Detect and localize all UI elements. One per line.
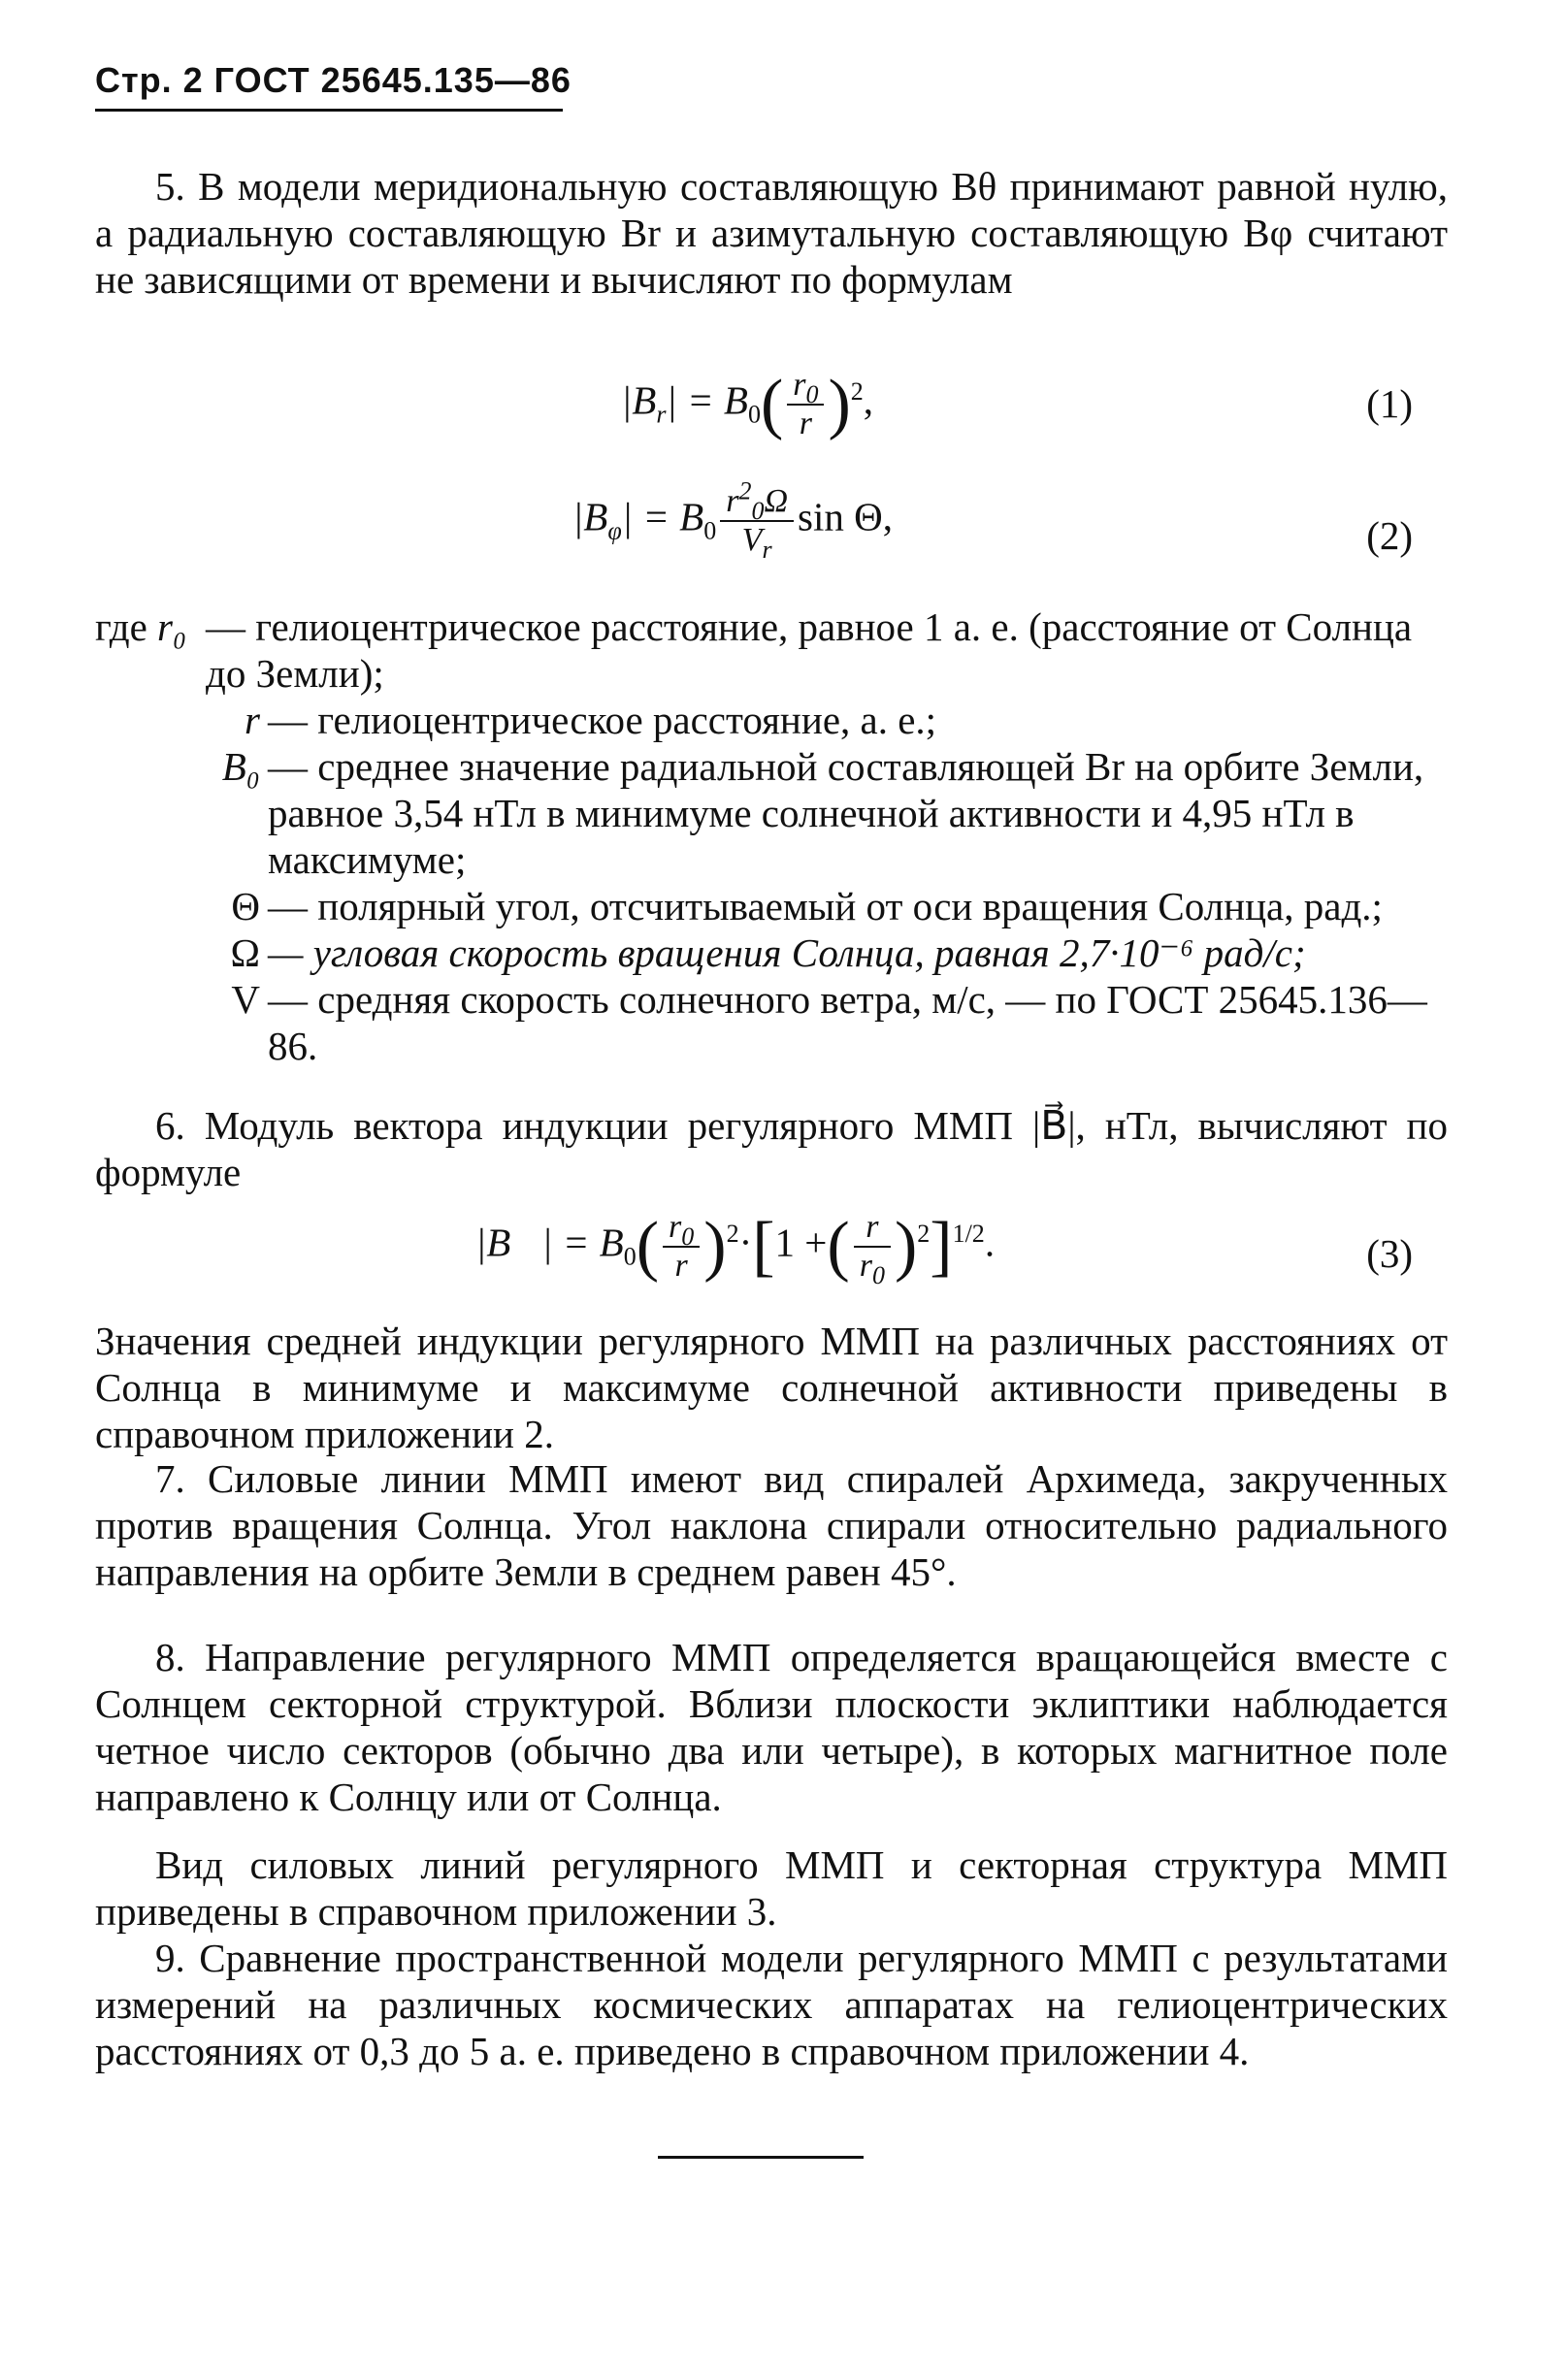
formula-1-mid: | = B — [666, 377, 748, 423]
formula-2-den-sub: r — [762, 535, 772, 564]
paragraph-7: 7. Силовые линии ММП имеют вид спиралей Архимеда, закрученных против вращения Солнца. Угол наклона спирали относительно радиального направления на орбите Земли в среднем равен 45°. — [95, 1456, 1448, 1594]
header-rule — [95, 109, 563, 112]
paragraph-8: 8. Направление регулярного ММП определяется вращающейся вместе с Солнцем секторной структурой. Вблизи плоскости эклиптики наблюдается четное число секторов (обычно два или четыре), в которых магнитное поле направлено к Солнцу или от Солнца. — [95, 1635, 1448, 1819]
formula-1-mid-sub: 0 — [747, 400, 761, 429]
formula-2-mid: | = B — [621, 494, 704, 539]
definition-symbol: r — [245, 698, 260, 742]
formula-2-num-sup: 2 — [738, 476, 752, 505]
formula-3-lhs: |B⃗| = B — [475, 1220, 624, 1265]
formula-1-tail: , — [863, 377, 874, 423]
definitions-list — [95, 603, 1448, 1069]
formula-1-lhs-sub: r — [656, 400, 667, 429]
formula-3-num: r — [669, 1209, 682, 1245]
paragraph-8b: Вид силовых линий регулярного ММП и секторная структура ММП приведены в справочном приложении 3. — [95, 1842, 1448, 1934]
formula-2-tail: sin Θ, — [798, 494, 893, 539]
definition-item — [95, 929, 1448, 976]
formula-3-den: r — [674, 1248, 688, 1284]
formula-3-exp2: 2 — [917, 1219, 931, 1248]
paragraph-6: 6. Модуль вектора индукции регулярного ММП |B⃗|, нТл, вычисляют по формуле — [95, 1103, 1448, 1194]
definition-text: — полярный угол, отсчитываемый от оси вращения Солнца, рад.; — [268, 884, 1383, 928]
equation-number-3: (3) — [1366, 1231, 1413, 1276]
page-header: Стр. 2 ГОСТ 25645.135—86 — [95, 60, 572, 100]
formula-3-num-sub: 0 — [681, 1222, 695, 1251]
formula-3-one: 1 + — [774, 1220, 828, 1265]
equation-number-2: (2) — [1366, 513, 1413, 558]
definition-item — [95, 743, 1448, 883]
formula-2-den: V — [741, 522, 763, 558]
definition-text: — угловая скорость вращения Солнца, равная 2,7·10⁻⁶ рад/с; — [268, 930, 1306, 975]
formula-1: $|B_r| = B_0$( $\frac{r_0}{r}$ )$^2$, — [621, 367, 874, 441]
formula-2-lhs: |B — [572, 494, 608, 539]
definition-symbol: V — [231, 977, 260, 1022]
formula-1-lhs: |B — [621, 377, 657, 423]
definition-symbol: Ω — [230, 930, 260, 975]
formula-3-mid-sub: 0 — [623, 1242, 637, 1271]
formula-1-den: r — [799, 406, 812, 441]
end-rule — [658, 2156, 864, 2159]
formula-1-num: r — [793, 367, 806, 403]
definition-item — [95, 883, 1448, 929]
paragraph-6b: Значения средней индукции регулярного ММП на различных расстояниях от Солнца в минимуме и максимуме солнечной активности приведены в справочном приложении 2. — [95, 1319, 1448, 1456]
definition-item — [95, 603, 1448, 697]
definition-text: — среднее значение радиальной составляющей Br на орбите Земли, равное 3,54 нТл в минимуме солнечной активности и 4,95 нТл в максимуме; — [268, 744, 1424, 882]
formula-2-num-omega: Ω — [764, 483, 789, 519]
paragraph-5: 5. В модели меридиональную составляющую Bθ принимают равной нулю, а радиальную составляющую Br и азимутальную составляющую Bφ считают не зависящими от времени и вычисляют по формулам — [95, 164, 1448, 302]
definition-symbol: Θ — [231, 884, 260, 928]
definition-text: — средняя скорость солнечного ветра, м/с, — по ГОСТ 25645.136—86. — [268, 977, 1427, 1068]
definitions-lead: где — [95, 604, 147, 649]
equation-number-1: (1) — [1366, 381, 1413, 426]
formula-3-den2: r — [859, 1248, 872, 1284]
definition-symbol: B₀ — [221, 744, 260, 789]
formula-3-dot: · — [738, 1220, 753, 1265]
formula-1-exp: 2 — [850, 376, 864, 406]
definition-item — [95, 976, 1448, 1069]
formula-3-exp: 2 — [726, 1219, 739, 1248]
formula-3: |B⃗| = $B_0$( $\frac{r_0}{r}$ )$^2$·[1 +( $\frac{r}{r_0}$ )$^2$]$^{1/2}$. — [475, 1209, 996, 1289]
definition-symbol: r₀ — [157, 604, 187, 649]
formula-3-num2: r — [854, 1209, 891, 1248]
definition-item — [95, 697, 1448, 743]
formula-2-lhs-sub: φ — [607, 516, 622, 545]
formula-3-tail: . — [984, 1220, 996, 1265]
formula-2-num: r — [726, 483, 739, 519]
formula-3-den2-sub: 0 — [871, 1260, 885, 1289]
formula-2-mid-sub: 0 — [703, 516, 717, 545]
definition-text: — гелиоцентрическое расстояние, а. е.; — [268, 698, 937, 742]
paragraph-9: 9. Сравнение пространственной модели регулярного ММП с результатами измерений на различных космических аппаратах на гелиоцентрических расстояниях от 0,3 до 5 а. е. приведено в справочном приложении 4. — [95, 1936, 1448, 2073]
formula-1-num-sub: 0 — [805, 379, 819, 408]
definition-text: — гелиоцентрическое расстояние, равное 1 а. е. (расстояние от Солнца до Земли); — [206, 604, 1413, 696]
formula-3-exp3: 1/2 — [952, 1219, 985, 1248]
formula-2-num-sub: 0 — [751, 496, 765, 525]
formula-2 — [572, 476, 893, 564]
